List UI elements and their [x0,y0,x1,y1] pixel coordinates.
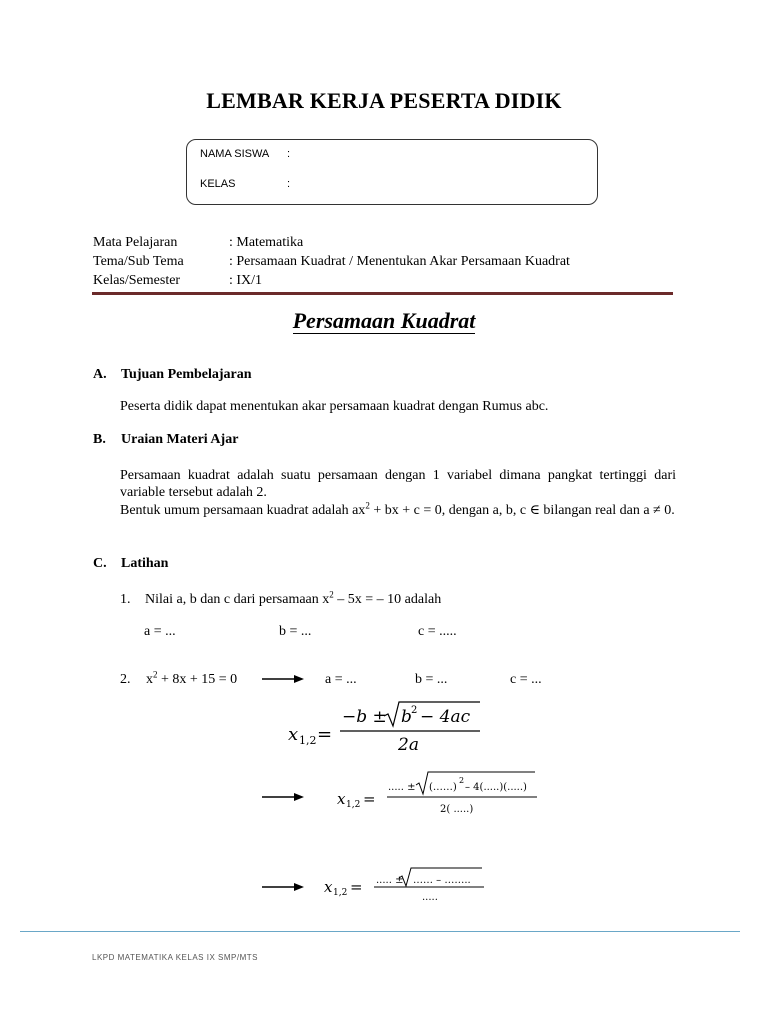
svg-text:x: x [337,790,346,808]
svg-text:1,2: 1,2 [299,734,317,747]
exercise-2-equation [146,669,238,688]
meta-value: : Matematika [229,235,304,250]
page-heading [0,308,768,334]
svg-text:x: x [324,878,333,896]
exercise-2-number: 2. [120,672,131,687]
section-letter: A. [93,367,107,382]
question-text: Nilai a, b dan c dari persamaan x [145,592,330,607]
arrow-right-icon [260,790,306,804]
student-name-colon: : [287,148,291,160]
svg-text:2: 2 [411,705,418,716]
svg-text:1,2: 1,2 [333,888,348,898]
svg-text:2( .....): 2( .....) [440,804,474,815]
student-name-label: NAMA SISWA [200,148,270,160]
exercise-1-answer-c: c = ..... [418,624,457,639]
meta-label: Mata Pelajaran [93,235,178,250]
svg-text:2a: 2a [398,735,419,755]
arrow-right-icon [260,672,306,686]
svg-text:=: = [363,790,376,808]
student-class-colon: : [287,178,291,190]
general-form-text: Bentuk umum persamaan kuadrat adalah ax [120,503,366,518]
svg-text:− 4ac: − 4ac [420,707,471,727]
svg-text:– 4(.....)(.....): – 4(.....)(.....) [465,782,527,793]
section-title: Uraian Materi Ajar [121,432,239,447]
superscript: 2 [329,589,334,600]
superscript: 2 [365,500,370,511]
exercise-2-answer-a: a = ... [325,672,357,687]
quadratic-formula [280,700,490,760]
exercise-1-question [145,589,442,608]
student-class-label: KELAS [200,178,236,190]
section-b-paragraph-2 [120,502,676,519]
section-letter: C. [93,556,107,571]
formula-substitution-step-1 [335,768,545,820]
svg-text:…… – ……..: …… – …….. [413,875,471,886]
svg-text:.....: ..... [422,892,438,903]
svg-text:..... ±: ..... ± [376,875,404,886]
section-b-heading [93,432,239,448]
exercise-2-answer-b: b = ... [415,672,448,687]
footer-divider [20,931,740,932]
exercise-1-answer-a: a = ... [144,624,176,639]
student-identity-box [186,139,598,205]
meta-label: Tema/Sub Tema [93,254,184,269]
equation-text: x [146,672,153,687]
section-a-text: Peserta didik dapat menentukan akar persamaan kuadrat dengan Rumus abc. [120,399,549,414]
section-letter: B. [93,432,106,447]
svg-text:−b ±: −b ± [342,707,387,727]
section-c-heading [93,556,169,572]
student-name-row [200,148,269,160]
page-heading-text: Persamaan Kuadrat [292,308,476,333]
meta-row-subject [93,235,304,251]
exercise-2-answer-c: c = ... [510,672,542,687]
meta-row-theme [93,254,570,270]
svg-text:2: 2 [459,776,465,785]
student-class-row [200,178,235,190]
svg-text:x: x [288,724,299,745]
arrow-right-icon [260,880,306,894]
svg-text:1,2: 1,2 [346,800,361,810]
section-a-heading [93,367,252,383]
svg-text:=: = [350,878,363,896]
equation-text-rest: + 8x + 15 = 0 [157,672,238,687]
document-title: LEMBAR KERJA PESERTA DIDIK [206,88,562,113]
exercise-1-number: 1. [120,592,131,607]
exercise-1-answer-b: b = ... [279,624,312,639]
question-text-rest: – 5x = – 10 adalah [333,592,442,607]
superscript: 2 [153,669,158,680]
svg-text:..... ±: ..... ± [388,782,416,793]
section-title: Latihan [121,556,169,571]
svg-text:b: b [401,707,412,727]
meta-label: Kelas/Semester [93,273,181,288]
meta-row-class-semester [93,273,263,289]
meta-value: : Persamaan Kuadrat / Menentukan Akar Persamaan Kuadrat [229,254,570,269]
svg-text:=: = [317,724,333,745]
general-form-rest: + bx + c = 0, dengan a, b, c ∈ bilangan real dan a ≠ 0. [369,503,675,518]
header-divider [92,292,673,295]
svg-text:(……): (……) [429,782,457,793]
formula-substitution-step-2 [322,862,492,906]
meta-value: : IX/1 [229,273,263,288]
page-footer: LKPD MATEMATIKA KELAS IX SMP/MTS [92,953,258,962]
section-title: Tujuan Pembelajaran [121,367,252,382]
section-b-paragraph-1: Persamaan kuadrat adalah suatu persamaan dengan 1 variabel dimana pangkat tertinggi dari variable tersebut adalah 2. [120,468,676,500]
